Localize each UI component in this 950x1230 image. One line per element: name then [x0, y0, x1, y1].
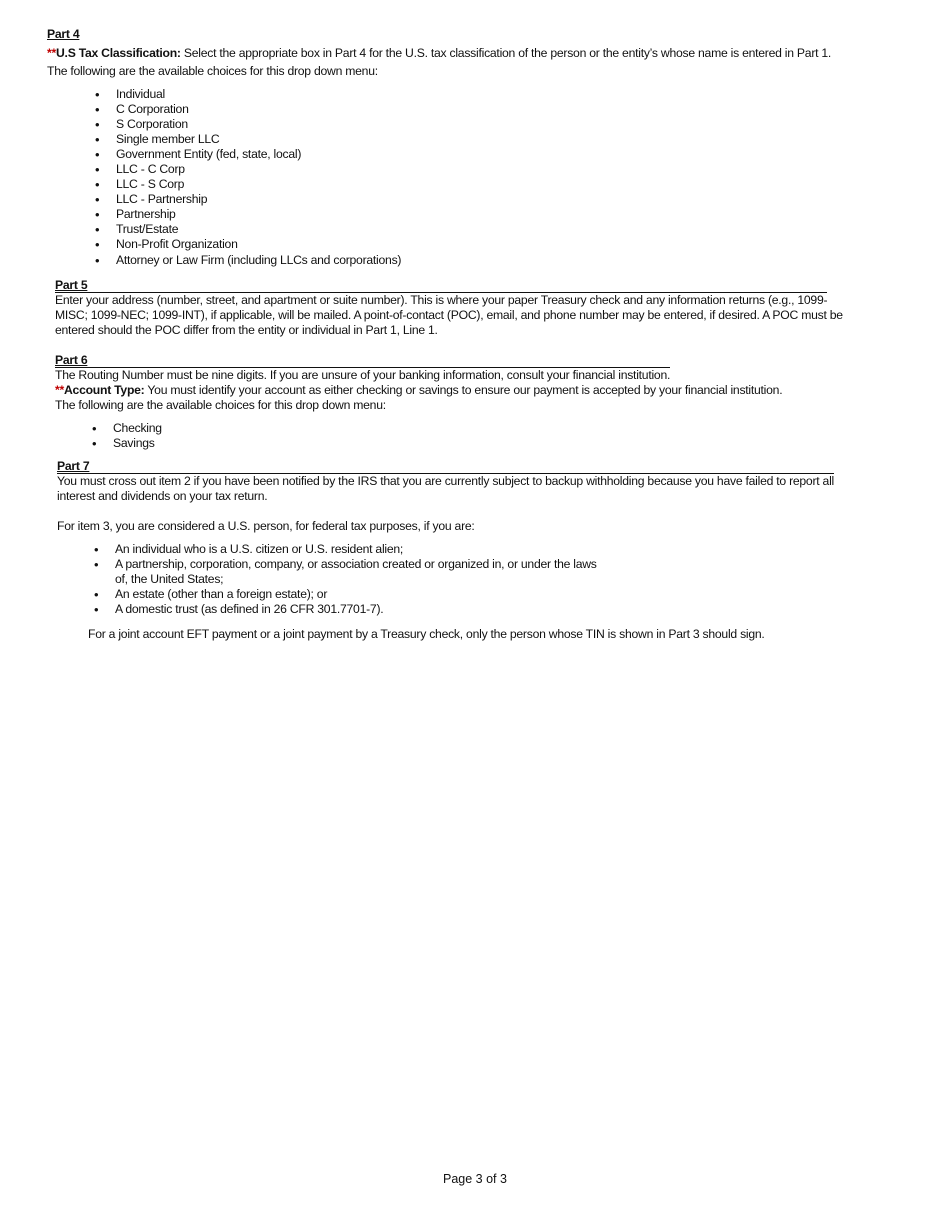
bullet-icon: •	[95, 177, 100, 192]
part6-account-type	[55, 383, 782, 398]
list-item: • LLC - C Corp	[95, 162, 185, 177]
list-item: • C Corporation	[95, 102, 189, 117]
part5-line1: Enter your address (number, street, and apartment or suite number). This is where your paper Treasury check and any information returns (e.g., 1099-	[55, 293, 828, 307]
bullet-icon: •	[95, 162, 100, 177]
bullet-icon: •	[94, 542, 99, 557]
bullet-icon: •	[94, 602, 99, 617]
us-person-list	[94, 542, 597, 617]
bullet-icon: •	[92, 421, 97, 436]
bullet-icon: •	[92, 436, 97, 451]
part5-line2: MISC; 1099-NEC; 1099-INT), if applicable, will be mailed. A point-of-contact (POC), email, and phone number may be entered, if desired. A POC must be	[55, 308, 843, 322]
part5-line3: entered should the POC differ from the entity or individual in Part 1, Line 1.	[55, 323, 438, 337]
page-number: Page 3 of 3	[443, 1172, 507, 1186]
part7-line1: You must cross out item 2 if you have been notified by the IRS that you are currently subject to backup withholding because you have failed to report all	[57, 474, 834, 488]
joint-account-note: For a joint account EFT payment or a joint payment by a Treasury check, only the person whose TIN is shown in Part 3 should sign.	[88, 627, 765, 641]
list-item: • A partnership, corporation, company, or association created or organized in, or under the laws	[94, 557, 597, 572]
list-item: • An individual who is a U.S. citizen or U.S. resident alien;	[94, 542, 404, 557]
part5-heading: Part 5	[55, 278, 88, 292]
part4-intro: The following are the available choices for this drop down menu:	[47, 64, 378, 78]
tax-classification-text: Select the appropriate box in Part 4 for the U.S. tax classification of the person or the entity’s whose name is entered in Part 1.	[180, 46, 832, 60]
part6-routing: The Routing Number must be nine digits. If you are unsure of your banking information, consult your financial institution.	[55, 368, 671, 382]
list-item: • S Corporation	[95, 117, 188, 132]
required-marker: **	[55, 383, 64, 397]
bullet-icon: •	[94, 557, 99, 572]
list-item: • Savings	[92, 436, 155, 451]
part6-intro: The following are the available choices for this drop down menu:	[55, 398, 386, 412]
account-type-text: You must identify your account as either checking or savings to ensure our payment is accepted by your financial institution.	[144, 383, 783, 397]
list-item: • Government Entity (fed, state, local)	[95, 147, 302, 162]
account-type-label: Account Type:	[64, 383, 145, 397]
list-item: • Individual	[95, 87, 165, 102]
tax-classification-label: U.S Tax Classification:	[56, 46, 181, 60]
list-item: • LLC - S Corp	[95, 177, 185, 192]
bullet-icon: •	[95, 117, 100, 132]
part4-heading: Part 4	[47, 27, 80, 41]
list-item-continuation: of, the United States;	[115, 572, 224, 586]
list-item: • Trust/Estate	[95, 222, 179, 237]
list-item: • Attorney or Law Firm (including LLCs and corporations)	[95, 253, 402, 268]
bullet-icon: •	[95, 132, 100, 147]
list-item: • Checking	[92, 421, 162, 436]
bullet-icon: •	[95, 207, 100, 222]
bullet-icon: •	[95, 222, 100, 237]
part4-tax-classification	[47, 46, 831, 61]
bullet-icon: •	[95, 253, 100, 268]
account-type-list	[92, 421, 162, 451]
list-item: • Non-Profit Organization	[95, 237, 238, 252]
bullet-icon: •	[94, 587, 99, 602]
list-item: • Single member LLC	[95, 132, 220, 147]
bullet-icon: •	[95, 87, 100, 102]
list-item: • Partnership	[95, 207, 176, 222]
bullet-icon: •	[95, 102, 100, 117]
list-item: • A domestic trust (as defined in 26 CFR 301.7701-7).	[94, 602, 384, 617]
bullet-icon: •	[95, 192, 100, 207]
tax-classification-list	[95, 87, 402, 268]
bullet-icon: •	[95, 147, 100, 162]
list-item: • LLC - Partnership	[95, 192, 208, 207]
part7-line2: interest and dividends on your tax return.	[57, 489, 268, 503]
bullet-icon: •	[95, 237, 100, 252]
item3-intro: For item 3, you are considered a U.S. person, for federal tax purposes, if you are:	[57, 519, 475, 533]
part6-heading: Part 6	[55, 353, 88, 367]
part7-heading: Part 7	[57, 459, 90, 473]
list-item: • An estate (other than a foreign estate); or	[94, 587, 328, 602]
required-marker: **	[47, 46, 56, 60]
